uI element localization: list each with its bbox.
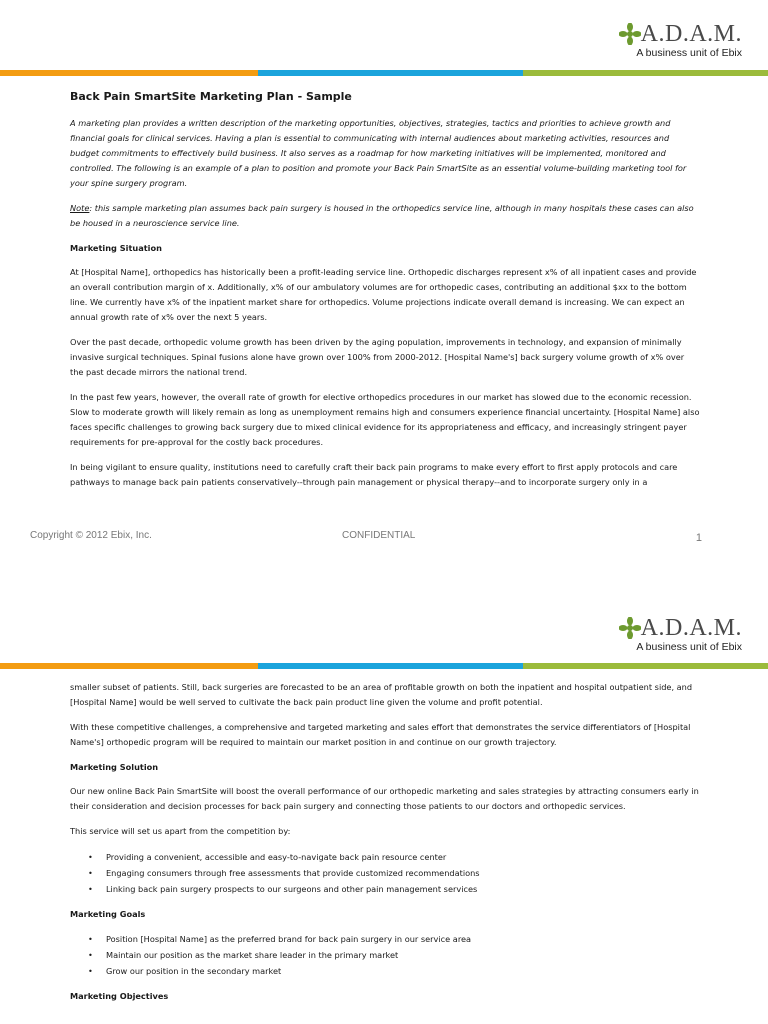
adam-logo-page-2	[619, 616, 742, 653]
footer-confidential: CONFIDENTIAL	[342, 530, 416, 541]
list-item	[70, 849, 700, 865]
header-color-stripe-page-2	[0, 663, 768, 669]
logo-subtitle: A business unit of Ebix	[636, 641, 742, 653]
bullet-icon: •	[88, 966, 93, 976]
list-item	[70, 865, 700, 881]
heading-marketing-objectives: Marketing Objectives	[70, 991, 169, 1001]
list-item-text: Maintain our position as the market share leader in the primary market	[106, 950, 399, 960]
footer-page-number: 1	[695, 532, 702, 544]
stripe-orange	[0, 70, 258, 76]
list-item-text: Position [Hospital Name] as the preferred brand for back pain surgery in our service area	[106, 934, 472, 944]
page-1-body	[70, 90, 700, 500]
page-footer	[30, 530, 738, 546]
heading-marketing-goals: Marketing Goals	[70, 909, 146, 919]
bullet-icon: •	[88, 934, 93, 944]
leaf-icon	[619, 23, 641, 45]
note-text: : this sample marketing plan assumes back pain surgery is housed in the orthopedics service line, although in many hospitals these cases can also be housed in a neuroscience service line.	[70, 203, 694, 228]
situation-paragraph-4: In being vigilant to ensure quality, institutions need to carefully craft their back pain programs to make every effort to first apply protocols and care pathways to manage back pain patients conservatively--through pain management or physical therapy--and to incorporate surgery only in a	[70, 462, 678, 487]
adam-logo	[619, 22, 742, 59]
stripe-blue	[258, 663, 523, 669]
logo-mark	[619, 616, 742, 640]
heading-marketing-situation: Marketing Situation	[70, 243, 162, 253]
footer-copyright: Copyright © 2012 Ebix, Inc.	[30, 530, 152, 541]
page-2-body	[70, 680, 700, 1013]
logo-text: A.D.A.M.	[640, 21, 742, 47]
list-item-text: Engaging consumers through free assessments that provide customized recommendations	[106, 868, 480, 878]
heading-marketing-solution: Marketing Solution	[70, 762, 159, 772]
bullet-icon: •	[88, 950, 93, 960]
leaf-icon	[619, 617, 641, 639]
note-label: Note	[70, 203, 90, 213]
situation-paragraph-1: At [Hospital Name], orthopedics has historically been a profit-leading service line. Orthopedic discharges represent x% of all inpatient cases and provide an overall contribution margin of x. Additionally, x% of our ambulatory volumes are for orthopedic cases, contributing an additional $xx to the bottom line. We currently have x% of the inpatient market share for orthopedics. Volume projections indicate overall demand is increasing. We can expect an annual growth rate of x% over the next 5 years.	[70, 267, 697, 322]
bullet-icon: •	[88, 852, 93, 862]
stripe-blue	[258, 70, 523, 76]
situation-paragraph-2: Over the past decade, orthopedic volume growth has been driven by the aging population, improvements in technology, and expansion of minimally invasive surgical techniques. Spinal fusions alone have grown over 100% from 2000-2012. [Hospital Name's] back surgery volume growth of x% over the past decade mirrors the national trend.	[70, 337, 685, 377]
continued-paragraph: smaller subset of patients. Still, back surgeries are forecasted to be an area of profitable growth on both the inpatient and hospital outpatient side, and [Hospital Name] would be well served to cultivate the back pain product line given the volume and profit potential.	[70, 682, 693, 707]
list-item-text: Providing a convenient, accessible and easy-to-navigate back pain resource center	[106, 852, 447, 862]
solution-bullet-list	[70, 849, 700, 897]
note-paragraph	[70, 201, 700, 231]
logo-subtitle: A business unit of Ebix	[636, 47, 742, 59]
stripe-green	[523, 663, 768, 669]
logo-text: A.D.A.M.	[640, 615, 742, 641]
stripe-green	[523, 70, 768, 76]
bullet-icon: •	[88, 884, 93, 894]
situation-paragraph-3: In the past few years, however, the overall rate of growth for elective orthopedics procedures in our market has slowed due to the economic recession. Slow to moderate growth will likely remain as long as unemployment remains high and consumers experience financial uncertainty. [Hospital Name] also faces specific challenges to growing back surgery due to mixed clinical evidence for its appropriateness and efficacy, and increasingly stringent payer requirements for pre-approval for the costly back procedures.	[70, 392, 700, 447]
list-item	[70, 881, 700, 897]
logo-mark	[619, 22, 742, 46]
bullet-icon: •	[88, 868, 93, 878]
list-item-text: Linking back pain surgery prospects to our surgeons and other pain management services	[106, 884, 478, 894]
list-item	[70, 931, 700, 947]
challenges-paragraph: With these competitive challenges, a comprehensive and targeted marketing and sales effort that demonstrates the service differentiators of [Hospital Name's] orthopedic program will be required to maintain our market position in and continue on our growth trajectory.	[70, 722, 691, 747]
document-page-2	[0, 560, 768, 1024]
list-item	[70, 963, 700, 979]
goals-bullet-list	[70, 931, 700, 979]
stripe-orange	[0, 663, 258, 669]
competition-lead-in: This service will set us apart from the competition by:	[70, 826, 291, 836]
document-title: Back Pain SmartSite Marketing Plan - Sample	[70, 90, 352, 103]
solution-paragraph: Our new online Back Pain SmartSite will boost the overall performance of our orthopedic marketing and sales strategies by attracting consumers early in their consideration and decision processes for back pain surgery and connecting those patients to our doctors and orthopedic services.	[70, 786, 699, 811]
list-item-text: Grow our position in the secondary market	[106, 966, 282, 976]
intro-paragraph: A marketing plan provides a written description of the marketing opportunities, objectives, strategies, tactics and priorities to achieve growth and financial goals for clinical services. Having a plan is essential to communicating with internal audiences about marketing activities, resources and budget commitments to effectively build business. It also serves as a roadmap for how marketing initiatives will be implemented, monitored and controlled. The following is an example of a plan to position and promote your Back Pain SmartSite as an essential volume-building marketing tool for your spine surgery program.	[70, 118, 687, 188]
header-color-stripe	[0, 70, 768, 76]
list-item	[70, 947, 700, 963]
